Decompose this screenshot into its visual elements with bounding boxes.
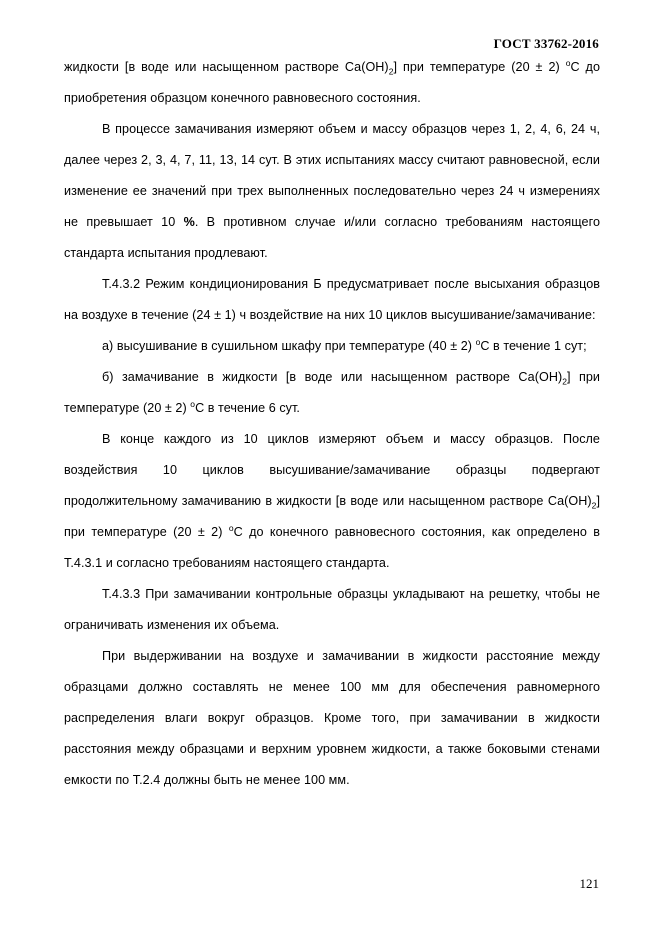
page-number: 121 — [579, 876, 599, 891]
text-run: б) замачивание в жидкости [в воде или насыщенном растворе Са(ОН) — [102, 370, 563, 384]
document-body — [64, 52, 600, 796]
text-run: С в течение 6 сут. — [195, 401, 300, 415]
text-run: С до приобретения образцом конечного равновесного состояния. — [64, 60, 600, 105]
text-run: С в течение 1 сут; — [480, 339, 587, 353]
superscript: о — [190, 398, 196, 409]
text-run: % — [183, 215, 195, 229]
text-run: Т.4.3.3 При замачивании контрольные образцы укладывают на решетку, чтобы не ограничивать изменения их объема. — [64, 587, 600, 632]
subscript: 2 — [388, 66, 394, 77]
text-run: ] при температуре (20 ± 2) — [64, 370, 601, 415]
paragraph-spacing — [64, 641, 600, 796]
subscript: 2 — [591, 500, 597, 511]
paragraph-item-b — [64, 362, 600, 424]
text-run: ] при температуре (20 ± 2) — [64, 494, 600, 539]
paragraph-continued — [64, 52, 600, 114]
paragraph-soak-measure — [64, 114, 600, 269]
paragraph-t433 — [64, 579, 600, 641]
subscript: 2 — [562, 376, 567, 387]
paragraph-item-a — [64, 331, 600, 362]
standard-designation: ГОСТ 33762-2016 — [493, 36, 599, 51]
text-run: жидкости [в воде или насыщенном растворе Са(ОН) — [64, 60, 389, 74]
text-run: Т.4.3.2 Режим кондиционирования Б предусматривает после высыхания образцов на воздухе в течение (24 ± 1) ч воздействие на них 10 циклов высушивание/замачивание: — [64, 277, 600, 322]
text-run: При выдерживании на воздухе и замачивании в жидкости расстояние между образцами должно составлять не менее 100 мм для обеспечения равномерного распределения влаги вокруг образцов. Кроме того, при замачивании в жидкости расстояния между образцами и верхним уровнем жидкости, а также боковыми стенами емкости по Т.2.4 должны быть не менее 100 мм. — [64, 649, 600, 787]
superscript: о — [475, 336, 481, 347]
text-run: ] при температуре (20 ± 2) — [393, 60, 566, 74]
text-run: В процессе замачивания измеряют объем и массу образцов через 1, 2, 4, 6, 24 ч, далее через 2, 3, 4, 7, 11, 13, 14 сут. В этих испытаниях массу считают равновесной, если изменение ее значений при трех выполненных последовательно через 24 ч измерениях не превышает 10 — [64, 122, 600, 229]
text-run: В конце каждого из 10 циклов измеряют объем и массу образцов. После воздействия 10 циклов высушивание/замачивание образцы подвергают продолжительному замачиванию в жидкости [в воде или насыщенном растворе Са(ОН) — [64, 432, 600, 508]
text-run: . В противном случае и/или согласно требованиям настоящего стандарта испытания продлевают. — [64, 215, 601, 260]
superscript: о — [565, 57, 571, 68]
text-run: а) высушивание в сушильном шкафу при температуре (40 ± 2) — [102, 339, 476, 353]
superscript: о — [228, 522, 234, 533]
text-run: С до конечного равновесного состояния, как определено в Т.4.3.1 и согласно требованиям настоящего стандарта. — [64, 525, 600, 570]
paragraph-t432 — [64, 269, 600, 331]
paragraph-cycles-end — [64, 424, 600, 579]
